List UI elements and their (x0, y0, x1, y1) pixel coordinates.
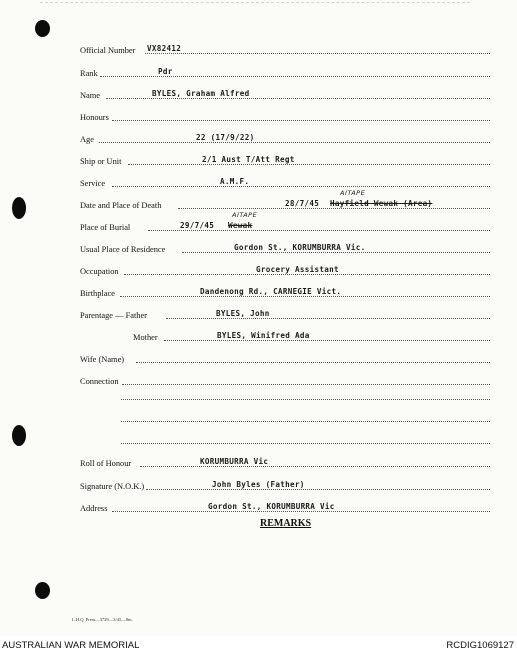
date-place-death-label: Date and Place of Death (80, 201, 162, 210)
punch-hole-top (35, 20, 50, 37)
row-name (0, 85, 517, 101)
father-value: BYLES, John (216, 309, 270, 318)
row-rank (0, 63, 517, 79)
wife-label: Wife (Name) (80, 355, 125, 364)
death-place-handwritten-correction: AITAPE (340, 189, 366, 197)
birthplace-label: Birthplace (80, 289, 115, 298)
row-father (0, 305, 517, 321)
death-date-value: 28/7/45 (285, 199, 320, 208)
father-label: Parentage — Father (80, 311, 147, 320)
remarks-heading: REMARKS (260, 518, 312, 529)
name-label: Name (80, 91, 100, 100)
rank-label: Rank (80, 69, 98, 78)
row-connection (0, 371, 517, 387)
row-age (0, 129, 517, 145)
name-value: BYLES, Graham Alfred (152, 89, 250, 98)
usual-residence-value: Gordon St., KORUMBURRA Vic. (234, 243, 366, 252)
roll-of-honour-label: Roll of Honour (80, 459, 132, 468)
mother-value: BYLES, Winifred Ada (217, 331, 310, 340)
birthplace-value: Dandenong Rd., CARNEGIE Vict. (200, 287, 342, 296)
row-honours (0, 107, 517, 123)
rank-value: Pdr (158, 67, 173, 76)
row-official-number (0, 40, 517, 56)
usual-residence-label: Usual Place of Residence (80, 245, 166, 254)
age-value: 22 (17/9/22) (196, 133, 255, 142)
row-wife (0, 349, 517, 365)
ship-or-unit-value: 2/1 Aust T/Att Regt (202, 155, 295, 164)
connection-extra-line-1 (121, 399, 490, 400)
row-address (0, 498, 517, 514)
row-mother (0, 327, 517, 343)
row-signature (0, 476, 517, 492)
faded-header-line (40, 2, 470, 6)
death-place-value: Hayfield Wewak (Area) (330, 199, 433, 208)
row-occupation (0, 261, 517, 277)
burial-place-value: Wewak (228, 221, 253, 230)
footer-record-id: RCDIG1069127 (446, 640, 514, 651)
service-label: Service (80, 179, 106, 188)
roll-of-honour-value: KORUMBURRA Vic (200, 457, 269, 466)
signature-label: Signature (N.O.K.) (80, 482, 145, 491)
punch-hole-lower (12, 425, 26, 446)
archive-footer (0, 636, 517, 654)
row-usual-residence (0, 239, 517, 255)
honours-label: Honours (80, 113, 109, 122)
row-birthplace (0, 283, 517, 299)
official-number-value: VX82412 (147, 44, 182, 53)
age-label: Age (80, 135, 94, 144)
occupation-label: Occupation (80, 267, 119, 276)
mother-label: Mother (133, 333, 158, 342)
connection-extra-line-2 (121, 421, 490, 422)
burial-place-handwritten-correction: AITAPE (232, 211, 258, 219)
ship-or-unit-label: Ship or Unit (80, 157, 122, 166)
official-number-label: Official Number (80, 46, 136, 55)
address-value: Gordon St., KORUMBURRA Vic (208, 502, 335, 511)
punch-hole-bottom (35, 582, 50, 599)
row-place-of-burial (0, 211, 517, 233)
form-reference: L.H.Q. Press—3729—3/45—8m. (72, 617, 133, 622)
connection-extra-line-3 (121, 443, 490, 444)
row-service (0, 173, 517, 189)
address-label: Address (80, 504, 108, 513)
row-ship-or-unit (0, 151, 517, 167)
row-roll-of-honour (0, 453, 517, 469)
burial-date-value: 29/7/45 (180, 221, 215, 230)
connection-label: Connection (80, 377, 119, 386)
footer-institution: AUSTRALIAN WAR MEMORIAL (2, 640, 140, 651)
place-of-burial-label: Place of Burial (80, 223, 131, 232)
occupation-value: Grocery Assistant (256, 265, 339, 274)
signature-value: John Byles (Father) (212, 480, 305, 489)
service-value: A.M.F. (220, 177, 250, 186)
row-date-place-of-death (0, 189, 517, 211)
